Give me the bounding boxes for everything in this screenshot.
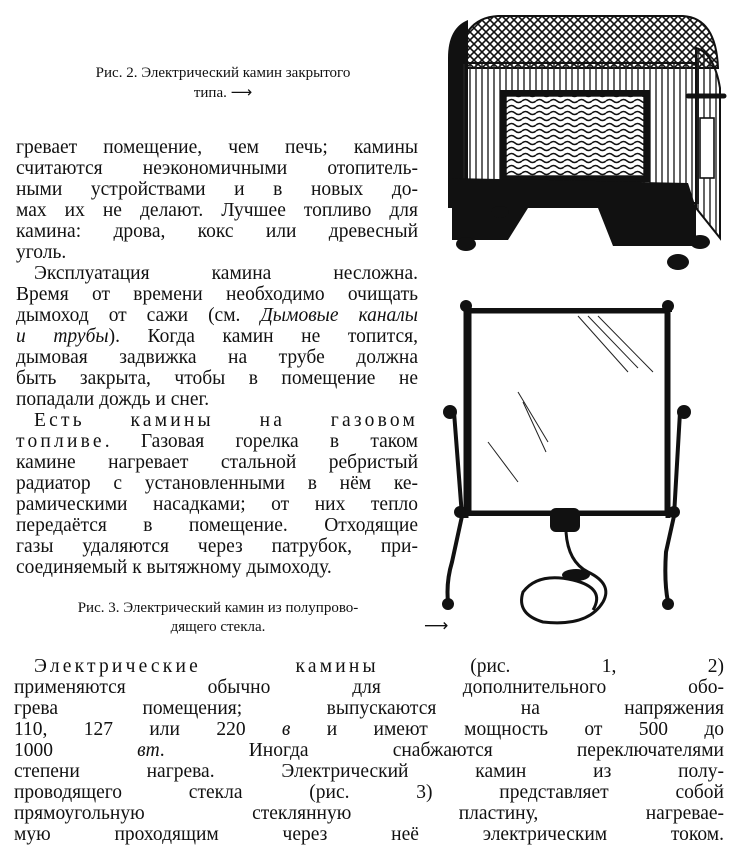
text-line: мую проходящим через неё электрическим током. bbox=[14, 824, 724, 845]
fig2-arrow-icon: ⟶ bbox=[230, 83, 253, 101]
text-line: ными устройствами и в новых до- bbox=[16, 179, 418, 200]
text-line: и трубы). Когда камин не топится, bbox=[16, 326, 418, 347]
text-line: Время от времени необходимо очищать bbox=[16, 284, 418, 305]
fig3-arrow-icon: ⟶ bbox=[424, 616, 449, 636]
text-line: уголь. bbox=[16, 242, 67, 263]
fig3-caption-line1: Рис. 3. Электрический камин из полупрово- bbox=[77, 600, 359, 616]
unit: вт bbox=[137, 740, 160, 761]
text-line: дымоход от сажи (см. Дымовые каналы bbox=[16, 305, 418, 326]
fig3-caption-line2: дящего стекла. bbox=[170, 619, 266, 635]
text-line: проводящего стекла (рис. 3) представляет собой bbox=[14, 782, 724, 803]
text-line: быть закрыта, чтобы в помещение не bbox=[16, 368, 418, 389]
text-line: Электрические камины (рис. 1, 2) bbox=[34, 656, 724, 677]
text-line: камина: дрова, кокс или древесный bbox=[16, 221, 418, 242]
text-line: топливе. Газовая горелка в таком bbox=[16, 431, 418, 452]
text-line: степени нагрева. Электрический камин из полу- bbox=[14, 761, 724, 782]
fig2-caption bbox=[22, 64, 424, 103]
cross-reference: Дымовые каналы bbox=[260, 305, 418, 326]
text-line: гревает помещение, чем печь; камины bbox=[16, 137, 418, 158]
unit: в bbox=[281, 719, 291, 740]
text-line: газы удаляются через патрубок, при- bbox=[16, 536, 418, 557]
text-line: передаётся в помещение. Отходящие bbox=[16, 515, 418, 536]
text-line: мах их не делают. Лучшее топливо для bbox=[16, 200, 418, 221]
text-line: попадали дождь и снег. bbox=[16, 389, 210, 410]
paragraph-2 bbox=[16, 263, 418, 410]
paragraph-1 bbox=[16, 137, 418, 263]
text-line: Эксплуатация камина несложна. bbox=[34, 263, 418, 284]
fig2-caption-line2: типа. bbox=[193, 85, 227, 101]
text-line: применяются обычно для дополнительного обо- bbox=[14, 677, 724, 698]
fig3-glass-heater-illustration bbox=[428, 292, 713, 642]
text-line: соединяемый к вытяжному дымоходу. bbox=[16, 557, 332, 578]
text-line: считаются неэкономичными отопитель- bbox=[16, 158, 418, 179]
text-line: 1000 вт. Иногда снабжаются переключателями bbox=[14, 740, 724, 761]
text-line: дымовая задвижка на трубе должна bbox=[16, 347, 418, 368]
fig2-heater-illustration bbox=[438, 8, 730, 274]
text-line: прямоугольную стеклянную пластину, нагревае- bbox=[14, 803, 724, 824]
fig3-caption bbox=[10, 599, 426, 637]
emphasis-text: Электрические камины bbox=[34, 656, 379, 677]
text-line: рамическими насадками; от них тепло bbox=[16, 494, 418, 515]
emphasis-text: топливе bbox=[16, 431, 105, 452]
text-line: 110, 127 или 220 в и имеют мощность от 500 до bbox=[14, 719, 724, 740]
cross-reference: и трубы bbox=[16, 326, 109, 347]
emphasis-text: Есть камины на газовом bbox=[34, 410, 418, 431]
text-line: камине нагревает стальной ребристый bbox=[16, 452, 418, 473]
paragraph-4 bbox=[14, 656, 724, 845]
paragraph-3 bbox=[16, 410, 418, 578]
text-line: грева помещения; выпускаются на напряжения bbox=[14, 698, 724, 719]
fig2-caption-line1: Рис. 2. Электрический камин закрытого bbox=[95, 65, 351, 81]
text-line: радиатор с установленными в нём ке- bbox=[16, 473, 418, 494]
